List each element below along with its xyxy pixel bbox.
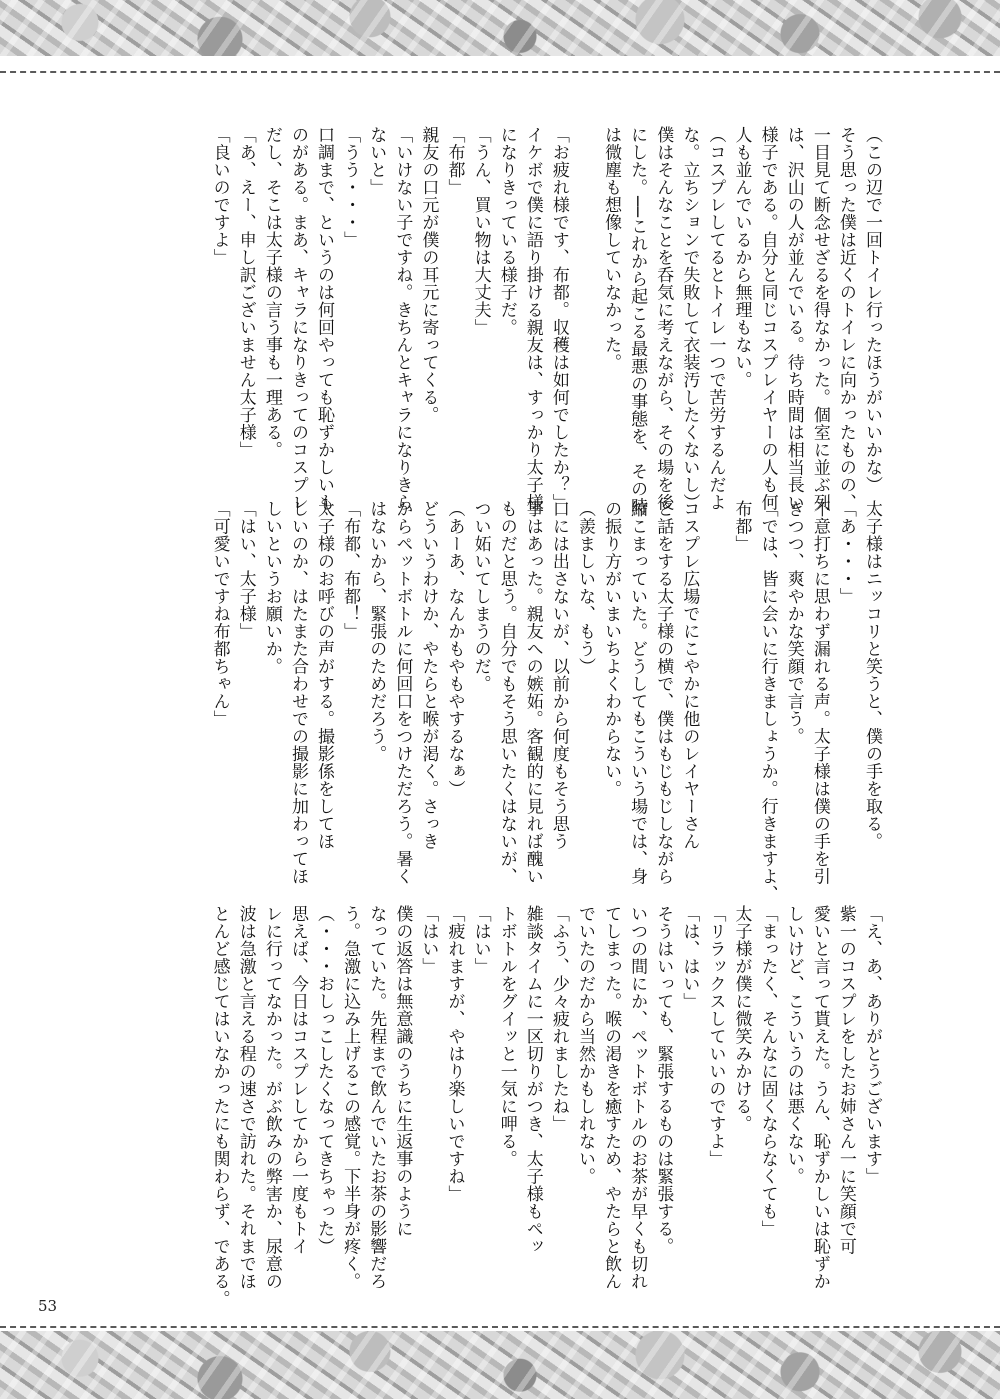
text-line: 「あ・・・」 <box>835 500 856 605</box>
text-line: どういうわけか、やたらと喉が渇く。さっき <box>418 500 439 850</box>
top-dashed-rule <box>0 71 1000 73</box>
text-line: 愛いと言って貰えた。うん、恥ずかしいは恥ずか <box>809 905 830 1290</box>
text-line: 「良いのですよ」 <box>209 126 230 266</box>
text-line: 「あ、えー、申し訳ございません太子様」 <box>235 126 256 459</box>
text-line: 「はい」 <box>418 905 439 975</box>
text-line: は、沢山の人が並んでいる。待ち時間は相当長い <box>783 126 804 511</box>
text-line: はないから、緊張のためだろう。 <box>366 500 387 763</box>
text-line: なっていた。先程まで飲んでいたお茶の影響だろ <box>366 905 387 1290</box>
text-line: しいけど、こういうのは悪くない。 <box>783 905 804 1185</box>
text-tier-middle <box>95 500 885 910</box>
text-line: ものだと思う。自分でもそう思いたくはないが、 <box>496 500 517 885</box>
text-line: の振り方がいまいちよくわからない。 <box>601 500 622 798</box>
text-line: イケボで僕に語り掛ける親友は、すっかり太子様 <box>522 126 543 511</box>
text-line: 様子である。自分と同じコスプレイヤーの人も何 <box>757 126 778 511</box>
text-line: 僕の返答は無意識のうちに生返事のように <box>392 905 413 1238</box>
text-line: 「いけない子ですね。きちんとキャラになりきら <box>392 126 413 511</box>
text-line: 口には出さないが、以前から何度もそう思う <box>548 500 569 850</box>
text-line: だし、そこは太子様の言う事も一理ある。 <box>261 126 282 459</box>
text-line: そうはいっても、緊張するものは緊張する。 <box>653 905 674 1255</box>
text-line: にした。──これから起こる最悪の事態を、その時 <box>627 126 648 515</box>
text-line: 「では、皆に会いに行きましょうか。行きますよ、 <box>757 500 778 903</box>
text-line: からペットボトルに何回口をつけただろう。暑く <box>392 500 413 885</box>
text-line: （コスプレしてるとトイレ一つで苦労するんだよ <box>705 126 726 511</box>
text-line: とんど感じてはいなかったにも関わらず、である。 <box>209 905 230 1308</box>
text-line: 雑談タイムに一区切りがつき、太子様もペッ <box>522 905 543 1255</box>
text-line: そう思った僕は近くのトイレに向かったものの、 <box>835 126 856 511</box>
text-line: 波は急激と言える程の速さで訪れた。それまでほ <box>235 905 256 1290</box>
text-line: いつの間にか、ペットボトルのお茶が早くも切れ <box>627 905 648 1290</box>
text-line: 僕はそんなことを呑気に考えながら、その場を後 <box>653 126 674 511</box>
text-line: 「うん、買い物は大丈夫」 <box>470 126 491 336</box>
text-line: 親友の口元が僕の耳元に寄ってくる。 <box>418 126 439 424</box>
bottom-dashed-rule <box>0 1326 1000 1328</box>
text-line: しいのか、はたまた合わせでの撮影に加わってほ <box>287 500 308 885</box>
text-line: 太子様はニッコリと笑うと、僕の手を取る。 <box>862 500 882 850</box>
text-line: 一目見て断念せざるを得なかった。個室に並ぶ列 <box>809 126 830 511</box>
text-line: （・・・おしっこしたくなってきちゃった） <box>314 905 335 1255</box>
text-line: つい妬いてしまうのだ。 <box>470 500 491 693</box>
text-line: （あーあ、なんかもやもやするなぁ） <box>444 500 465 798</box>
text-line: 太子様のお呼びの声がする。撮影係をしてほ <box>314 500 335 850</box>
text-line: と話をする太子様の横で、僕はもじもじしながら <box>653 500 674 885</box>
text-line: トボトルをグイッと一気に呷る。 <box>496 905 517 1168</box>
text-line: 「え、あ、ありがとうございます」 <box>862 905 882 1185</box>
top-decorative-band <box>0 0 1000 56</box>
text-line: （この辺で一回トイレ行ったほうがいいかな） <box>862 126 882 494</box>
text-line: 紫一のコスプレをしたお姉さん一に笑顔で可 <box>835 905 856 1255</box>
text-line: 「はい」 <box>470 905 491 975</box>
text-line: 「可愛いですね布都ちゃん」 <box>209 500 230 728</box>
text-line: 縮こまっていた。どうしてもこういう場では、身 <box>627 500 648 885</box>
text-line: コスプレ広場でにこやかに他のレイヤーさん <box>679 500 700 850</box>
text-line: 思えば、今日はコスプレしてから一度もトイ <box>287 905 308 1255</box>
text-line <box>572 126 598 511</box>
text-line: 「布都」 <box>444 126 465 196</box>
text-line: 「お疲れ様です、布都。収穫は如何でしたか？」 <box>548 126 569 511</box>
page-number: 53 <box>38 1297 58 1315</box>
text-line: ないと」 <box>366 126 387 196</box>
text-line: 「疲れますが、やはり楽しいですね」 <box>444 905 465 1203</box>
text-line: 太子様が僕に微笑みかける。 <box>731 905 752 1133</box>
text-line: のがある。まあ、キャラになりきってのコスプレ <box>287 126 308 511</box>
text-line: でいたのだから当然かもしれない。 <box>574 905 595 1185</box>
text-line: 人も並んでいるから無理もない。 <box>731 126 752 389</box>
text-line: う。急激に込み上げるこの感覚。下半身が疼く。 <box>340 905 361 1290</box>
text-line: 「リラックスしていいのですよ」 <box>705 905 726 1168</box>
text-line: 事はあった。親友への嫉妬。客観的に見れば醜い <box>522 500 543 885</box>
text-line: しいというお願いか。 <box>261 500 282 675</box>
bottom-decorative-band <box>0 1331 1000 1399</box>
text-line: になりきっている様子だ。 <box>496 126 517 336</box>
text-line: 「うう・・・」 <box>340 126 361 249</box>
text-line: 「布都、布都！」 <box>340 500 361 640</box>
text-tier-lower <box>95 905 885 1315</box>
text-line: 「はい、太子様」 <box>235 500 256 640</box>
text-line: 「は、はい」 <box>679 905 700 1010</box>
text-line: 「まったく、そんなに固くならなくても」 <box>757 905 778 1238</box>
text-line: は微塵も想像していなかった。 <box>601 126 622 371</box>
text-line: 口調まで、というのは何回やっても恥ずかしいも <box>314 126 335 511</box>
text-line <box>702 500 728 910</box>
text-tier-upper <box>95 126 885 515</box>
text-line: レに行ってなかった。がぶ飲みの弊害か、尿意の <box>261 905 282 1290</box>
text-line: （羨ましいな、もう） <box>574 500 595 675</box>
text-line: てしまった。喉の渇きを癒すため、やたらと飲ん <box>601 905 622 1290</box>
text-line: 不意打ちに思わず漏れる声。太子様は僕の手を引 <box>809 500 830 885</box>
text-line: な。立ちションで失敗して衣装汚したくないし） <box>679 126 700 511</box>
text-line: きつつ、爽やかな笑顔で言う。 <box>783 500 804 745</box>
text-line: 布都」 <box>731 500 752 553</box>
text-line: 「ふう、少々疲れましたね」 <box>548 905 569 1133</box>
